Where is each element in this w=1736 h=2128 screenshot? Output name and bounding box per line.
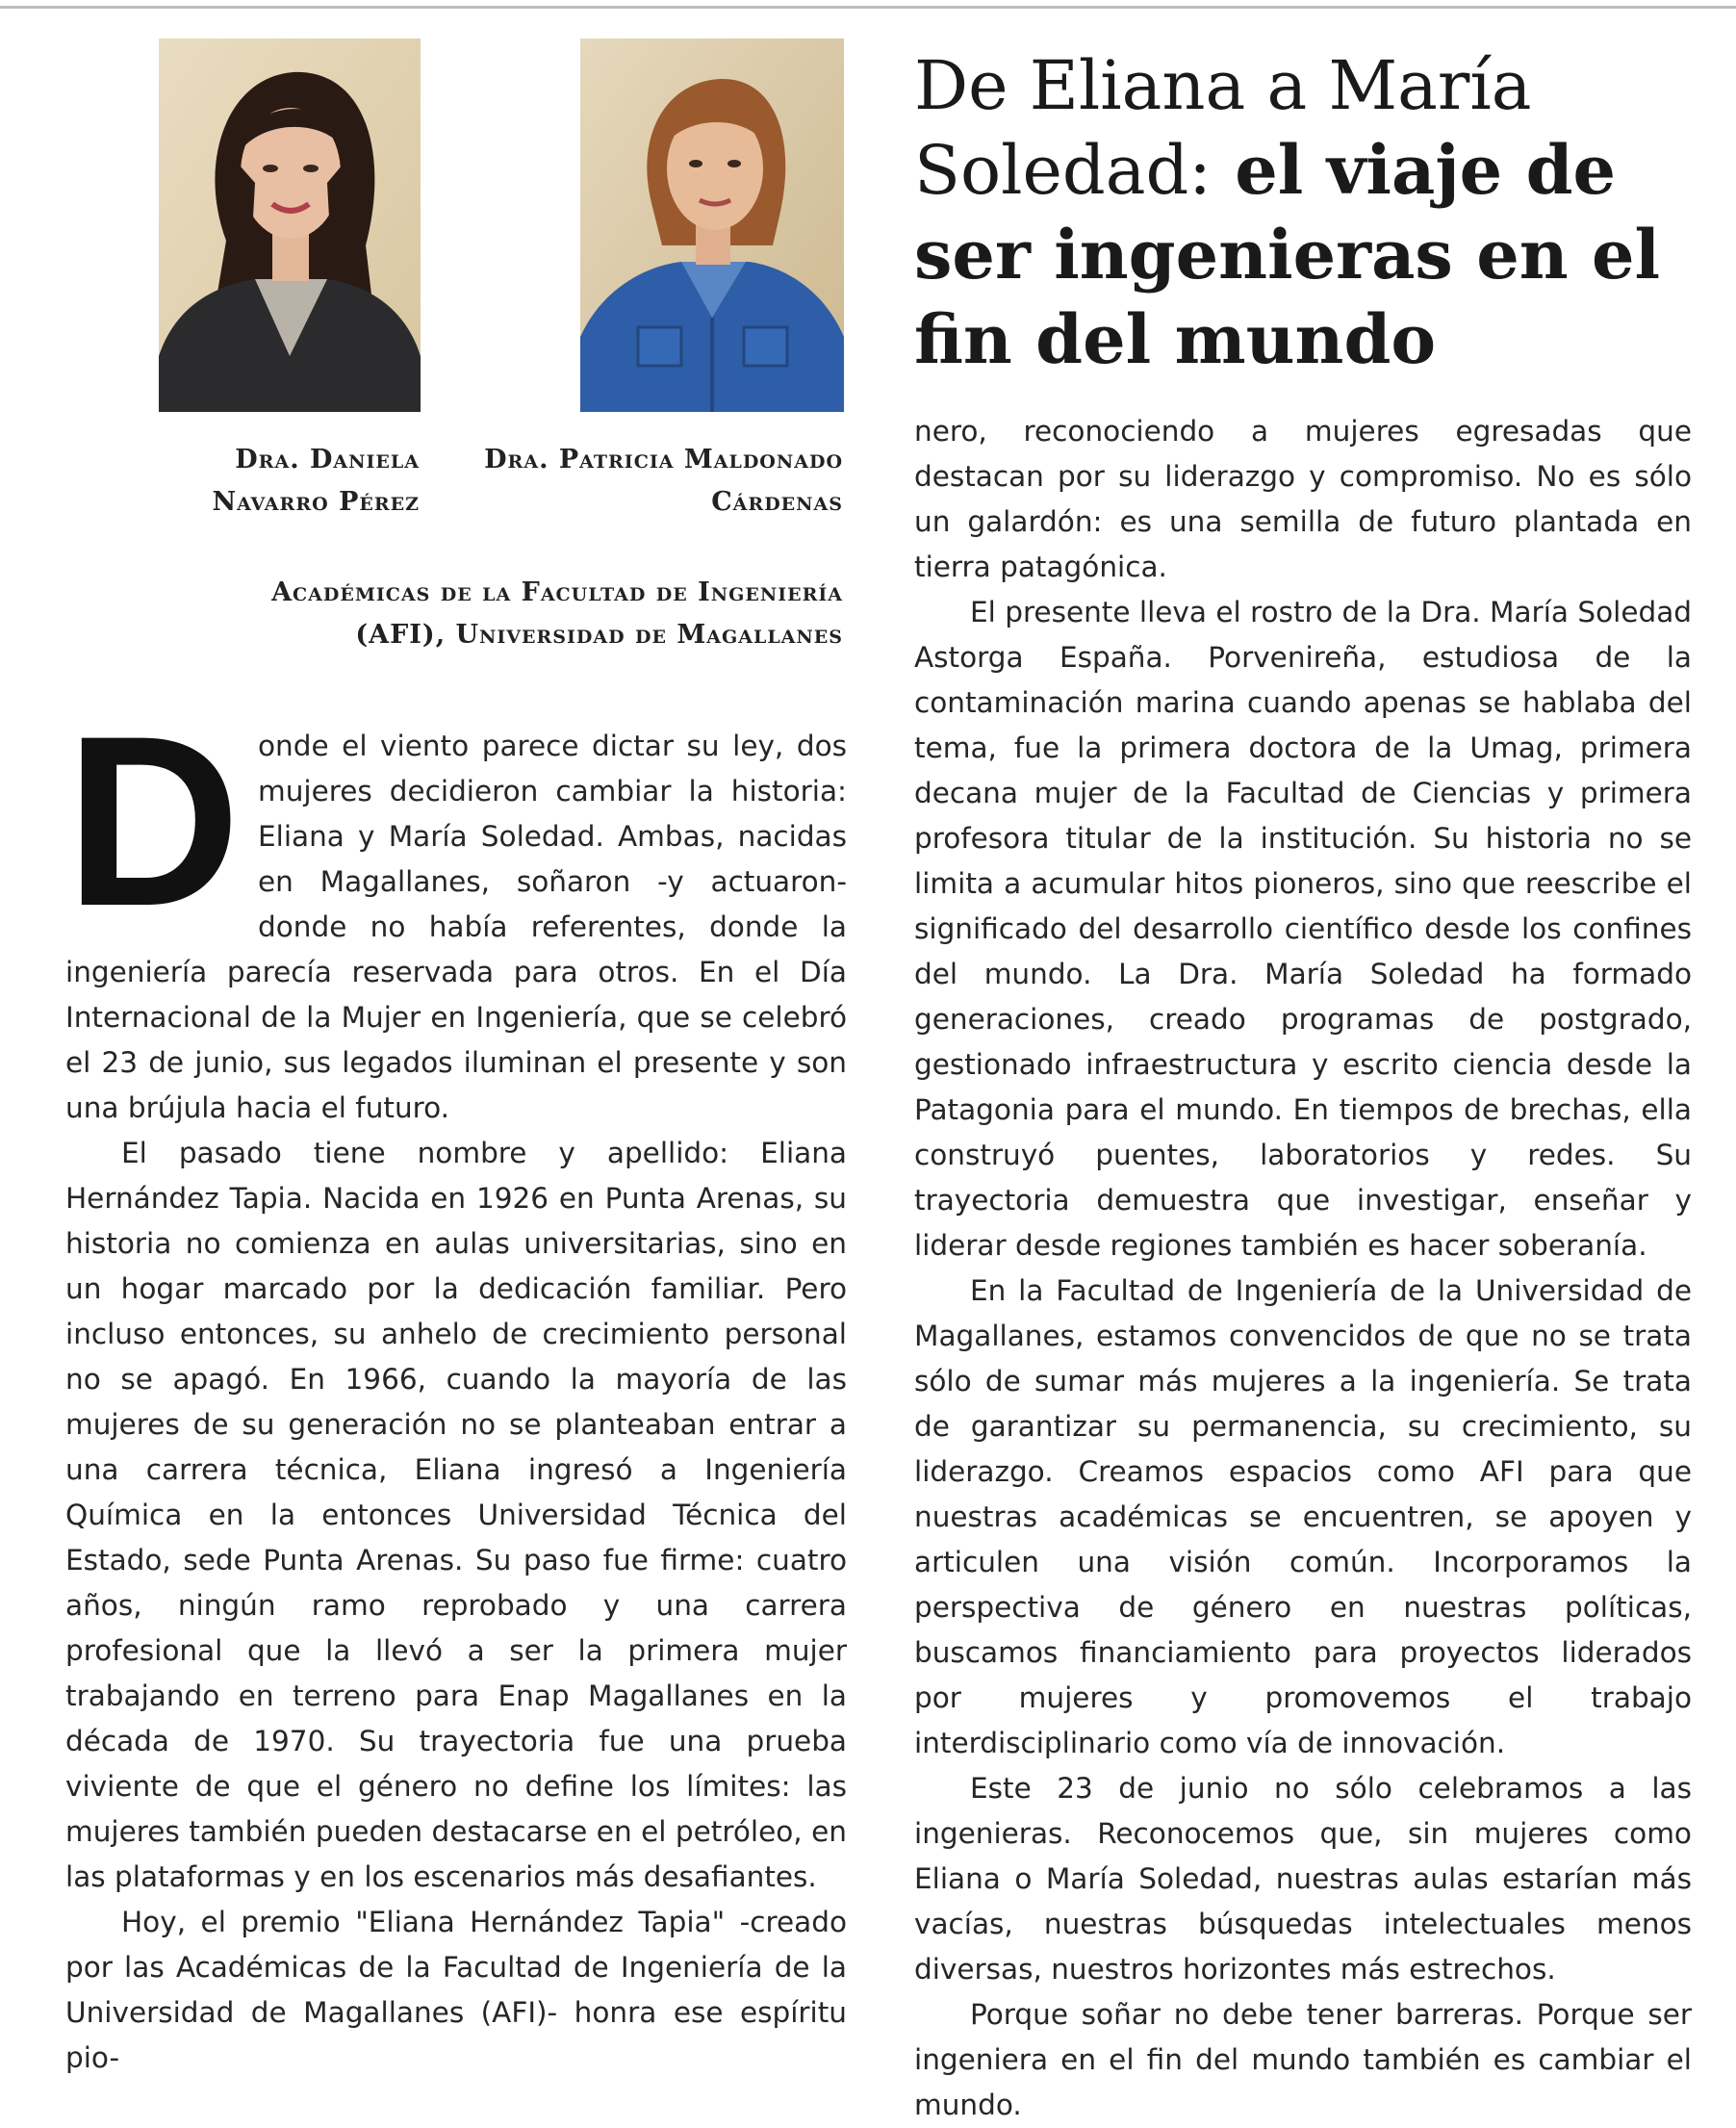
article-paragraph: En la Facultad de Ingeniería de la Universidad de Magallanes, estamos convencidos de que no se trata sólo de sumar más mujeres a la ingeniería. Se trata de garantizar su permanencia, su crecimiento, su liderazgo. Creamos espacios como AFI para que nuestras académicas se encuentren, se apoyen y articulen una visión común. Incorporamos la perspectiva de género en nuestras políticas, buscamos financiamiento para proyectos liderados por mujeres y promovemos el trabajo interdisciplinario como vía de innovación. xyxy=(914,1274,1692,1759)
top-rule xyxy=(0,6,1736,9)
article-paragraph: nero, reconociendo a mujeres egresadas que destacan por su liderazgo y compromiso. No es sólo un galardón: es una semilla de futuro plantada en tierra patagónica. xyxy=(914,415,1692,583)
portrait-photo-patricia xyxy=(580,38,844,412)
drop-cap: D xyxy=(65,686,241,957)
author-affiliation: Académicas de la Facultad de Ingeniería (AFI), Universidad de Magallanes xyxy=(271,577,843,650)
article-paragraph: El presente lleva el rostro de la Dra. María Soledad Astorga España. Porvenireña, estudiosa de la contaminación marina cuando apenas se hablaba del tema, fue la primera doctora de la Umag, primera decana mujer de la Facultad de Ciencias y primera profesora titular de la institución. Su historia no se limita a acumular hitos pioneros, sino que reescribe el significado del desarrollo científico desde los confines del mundo. La Dra. María Soledad ha formado generaciones, creado programas de postgrado, gestionado infraestructura y escrito ciencia desde la Patagonia para el mundo. En tiempos de brechas, ella construyó puentes, laboratorios y redes. Su trayectoria demuestra que investigar, enseñar y liderar desde regiones también es hacer soberanía. xyxy=(914,596,1692,1262)
headline-light: De Eliana a María Soledad: xyxy=(914,46,1532,210)
article-column-left xyxy=(65,686,847,2081)
article-paragraph: El pasado tiene nombre y apellido: Eliana Hernández Tapia. Nacida en 1926 en Punta Arenas, su historia no comienza en aulas universitarias, sino en un hogar marcado por la dedicación familiar. Pero incluso entonces, su anhelo de crecimiento personal no se apagó. En 1966, cuando la mayoría de las mujeres de su generación no se planteaban entrar a una carrera técnica, Eliana ingresó a Ingeniería Química en la entonces Universidad Técnica del Estado, sede Punta Arenas. Su paso fue firme: cuatro años, ningún ramo reprobado y una carrera profesional que la llevó a ser la primera mujer trabajando en terreno para Enap Magallanes en la década de 1970. Su trayectoria fue una prueba viviente de que el género no define los límites: las mujeres también pueden destacarse en el petróleo, en las plataformas y en los escenarios más desafiantes. xyxy=(65,1137,847,1893)
article-paragraph xyxy=(65,686,847,1131)
author-caption-2: Dra. Patricia Maldonado Cárdenas xyxy=(484,445,843,517)
article-paragraph: Hoy, el premio "Eliana Hernández Tapia" -creado por las Académicas de la Facultad de Ingeniería de la Universidad de Magallanes (AFI)- honra ese espíritu pio- xyxy=(65,1906,847,2074)
author-caption-1: Dra. Daniela Navarro Pérez xyxy=(212,445,420,517)
article-headline xyxy=(914,43,1703,382)
portrait-photo-daniela xyxy=(159,38,421,412)
headline-bold: el viaje de ser ingenieras en el fin del mundo xyxy=(914,130,1661,379)
article-paragraph: Porque soñar no debe tener barreras. Porque ser ingeniera en el fin del mundo también es cambiar el mundo. xyxy=(914,1998,1692,2121)
article-column-right xyxy=(914,409,1692,2128)
paragraph-text: onde el viento parece dictar su ley, dos mujeres decidieron cambiar la historia: Eliana y María Soledad. Ambas, nacidas en Magallanes, soñaron -y actuaron- donde no había referentes, donde la ingeniería parecía reservada para otros. En el Día Internacional de la Mujer en Ingeniería, que se celebró el 23 de junio, sus legados iluminan el presente y son una brújula hacia el futuro. xyxy=(65,730,847,1124)
article-paragraph: Este 23 de junio no sólo celebramos a las ingenieras. Reconocemos que, sin mujeres como Eliana o María Soledad, nuestras aulas estarían más vacías, nuestras búsquedas intelectuales menos diversas, nuestros horizontes más estrechos. xyxy=(914,1772,1692,1986)
